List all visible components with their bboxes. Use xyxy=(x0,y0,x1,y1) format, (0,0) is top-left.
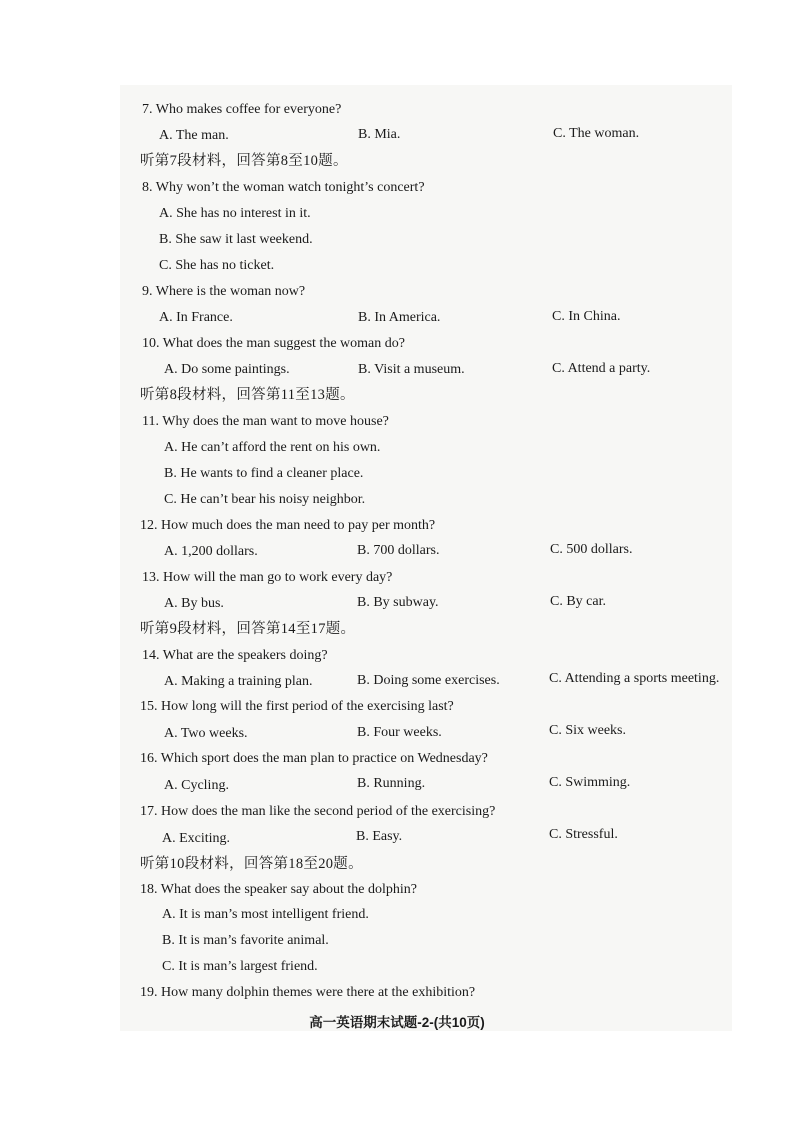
question-9-option-c: C. In China. xyxy=(552,309,621,324)
question-14-option-b: B. Doing some exercises. xyxy=(357,673,500,688)
question-14-option-c: C. Attending a sports meeting. xyxy=(549,671,720,686)
question-17-option-b: B. Easy. xyxy=(356,829,403,844)
question-12-option-a: A. 1,200 dollars. xyxy=(164,544,258,559)
question-13-option-a: A. By bus. xyxy=(164,596,224,611)
question-18-option-a: A. It is man’s most intelligent friend. xyxy=(162,907,369,922)
question-16-option-c: C. Swimming. xyxy=(549,775,631,790)
section-heading-8: 听第8段材料，回答第11至13题。 xyxy=(140,387,355,403)
question-18-stem: 18. What does the speaker say about the dolphin? xyxy=(140,882,417,897)
question-17-stem: 17. How does the man like the second period of the exercising? xyxy=(140,804,496,819)
question-17-option-a: A. Exciting. xyxy=(162,831,231,846)
question-13-option-c: C. By car. xyxy=(550,594,606,609)
question-11-option-c: C. He can’t bear his noisy neighbor. xyxy=(164,492,366,507)
question-10-option-c: C. Attend a party. xyxy=(552,361,651,376)
question-11-option-a: A. He can’t afford the rent on his own. xyxy=(164,440,381,455)
question-15-option-c: C. Six weeks. xyxy=(549,723,626,738)
question-10-stem: 10. What does the man suggest the woman do? xyxy=(142,336,405,351)
question-10-option-b: B. Visit a museum. xyxy=(358,362,465,377)
question-10-option-a: A. Do some paintings. xyxy=(164,362,290,377)
question-9-option-b: B. In America. xyxy=(358,310,441,325)
question-11-stem: 11. Why does the man want to move house? xyxy=(142,414,389,429)
question-9-stem: 9. Where is the woman now? xyxy=(142,284,306,299)
question-8-option-a: A. She has no interest in it. xyxy=(159,206,311,221)
question-8-stem: 8. Why won’t the woman watch tonight’s concert? xyxy=(142,180,425,195)
question-7-option-b: B. Mia. xyxy=(358,127,401,142)
question-16-stem: 16. Which sport does the man plan to practice on Wednesday? xyxy=(140,751,488,766)
question-12-option-c: C. 500 dollars. xyxy=(550,542,633,557)
question-15-option-a: A. Two weeks. xyxy=(164,726,248,741)
question-13-option-b: B. By subway. xyxy=(357,595,439,610)
question-14-stem: 14. What are the speakers doing? xyxy=(142,648,328,663)
question-19-stem: 19. How many dolphin themes were there at the exhibition? xyxy=(140,985,476,1000)
question-11-option-b: B. He wants to find a cleaner place. xyxy=(164,466,364,481)
question-17-option-c: C. Stressful. xyxy=(549,827,618,842)
question-8-option-c: C. She has no ticket. xyxy=(159,258,275,273)
question-12-stem: 12. How much does the man need to pay per month? xyxy=(140,518,436,533)
question-8-option-b: B. She saw it last weekend. xyxy=(159,232,313,247)
section-heading-9: 听第9段材料，回答第14至17题。 xyxy=(140,621,356,637)
question-16-option-b: B. Running. xyxy=(357,776,426,791)
page-footer: 高一英语期末试题-2-(共10页) xyxy=(309,1015,485,1030)
question-14-option-a: A. Making a training plan. xyxy=(164,674,313,689)
question-9-option-a: A. In France. xyxy=(159,310,233,325)
section-heading-10: 听第10段材料，回答第18至20题。 xyxy=(140,856,363,872)
question-15-option-b: B. Four weeks. xyxy=(357,725,442,740)
question-12-option-b: B. 700 dollars. xyxy=(357,543,440,558)
question-7-stem: 7. Who makes coffee for everyone? xyxy=(142,102,342,117)
question-15-stem: 15. How long will the first period of the exercising last? xyxy=(140,699,454,714)
question-7-option-c: C. The woman. xyxy=(553,126,640,141)
question-16-option-a: A. Cycling. xyxy=(164,778,229,793)
question-7-option-a: A. The man. xyxy=(159,128,229,143)
question-13-stem: 13. How will the man go to work every day? xyxy=(142,570,393,585)
question-18-option-b: B. It is man’s favorite animal. xyxy=(162,933,329,948)
question-18-option-c: C. It is man’s largest friend. xyxy=(162,959,318,974)
section-heading-7: 听第7段材料，回答第8至10题。 xyxy=(140,153,348,169)
